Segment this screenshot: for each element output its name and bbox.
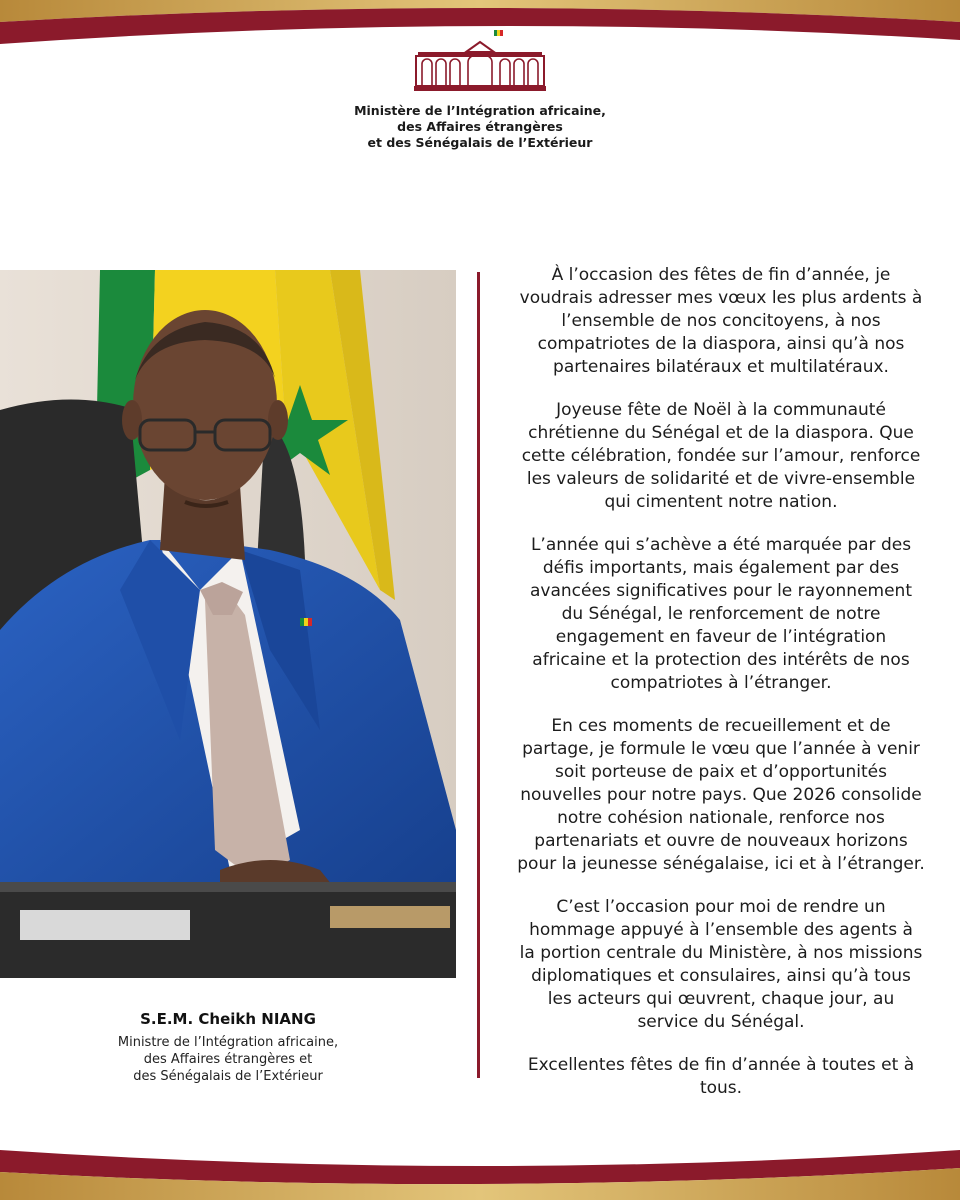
minister-title-line-3: des Sénégalais de l’Extérieur	[133, 1069, 323, 1084]
message-line: L’année qui s’achève a été marquée par des	[530, 535, 912, 555]
message-line: À l’occasion des fêtes de fin d’année, je	[551, 265, 891, 285]
ministry-building-logo-icon	[412, 30, 548, 94]
message-line: partenaires bilatéraux et multilatéraux.	[553, 357, 889, 377]
message-line: service du Sénégal.	[637, 1012, 805, 1032]
message-line: notre cohésion nationale, renforce nos	[557, 808, 885, 828]
message-line: voudrais adresser mes vœux les plus ardents à	[519, 288, 923, 308]
message-line: nouvelles pour notre pays. Que 2026 consolide	[520, 785, 922, 805]
minister-portrait	[0, 270, 456, 978]
message-line: Joyeuse fête de Noël à la communauté	[556, 400, 886, 420]
message-paragraph	[497, 264, 945, 379]
ministry-line-2: des Affaires étrangères	[397, 119, 563, 134]
message-line: compatriotes à l’étranger.	[610, 673, 832, 693]
message-line: africaine et la protection des intérêts de nos	[532, 650, 910, 670]
message-line: du Sénégal, le renforcement de notre	[561, 604, 881, 624]
ministry-name	[300, 103, 660, 151]
message-line: En ces moments de recueillement et de	[551, 716, 891, 736]
minister-caption	[60, 1010, 396, 1085]
message-line: les acteurs qui œuvrent, chaque jour, au	[547, 989, 895, 1009]
message-line: hommage appuyé à l’ensemble des agents à	[529, 920, 913, 940]
message-line: chrétienne du Sénégal et de la diaspora. Que	[528, 423, 914, 443]
message-line: l’ensemble de nos concitoyens, à nos	[561, 311, 881, 331]
vertical-divider	[477, 272, 480, 1078]
message-line: partage, je formule le vœu que l’année à venir	[522, 739, 920, 759]
message-line: compatriotes de la diaspora, ainsi qu’à nos	[537, 334, 905, 354]
message-paragraph	[497, 715, 945, 876]
message-line: la portion centrale du Ministère, à nos missions	[519, 943, 923, 963]
message-line: pour la jeunesse sénégalaise, ici et à l’étranger.	[517, 854, 925, 874]
ministry-line-1: Ministère de l’Intégration africaine,	[354, 103, 606, 118]
minister-portrait-icon	[0, 270, 456, 978]
message-line: les valeurs de solidarité et de vivre-ensemble	[526, 469, 916, 489]
message-body	[497, 264, 945, 1120]
bottom-decorative-band	[0, 1136, 960, 1200]
message-paragraph	[497, 896, 945, 1034]
message-line: qui cimentent notre nation.	[604, 492, 838, 512]
ministry-line-3: et des Sénégalais de l’Extérieur	[367, 135, 593, 150]
minister-name: S.E.M. Cheikh NIANG	[140, 1010, 316, 1028]
message-line: C’est l’occasion pour moi de rendre un	[556, 897, 886, 917]
message-line: tous.	[699, 1078, 743, 1098]
message-line: diplomatiques et consulaires, ainsi qu’à tous	[531, 966, 911, 986]
minister-title-line-2: des Affaires étrangères et	[143, 1052, 313, 1067]
message-line: avancées significatives pour le rayonnement	[530, 581, 912, 601]
message-paragraph	[497, 534, 945, 695]
message-line: partenariats et ouvre de nouveaux horizons	[534, 831, 908, 851]
minister-title-line-1: Ministre de l’Intégration africaine,	[117, 1035, 339, 1050]
message-paragraph	[497, 399, 945, 514]
message-line: Excellentes fêtes de fin d’année à toutes et à	[527, 1055, 915, 1075]
message-line: cette célébration, fondée sur l’amour, renforce	[521, 446, 921, 466]
message-line: soit porteuse de paix et d’opportunités	[555, 762, 887, 782]
message-line: défis importants, mais également par des	[542, 558, 900, 578]
message-paragraph	[497, 1054, 945, 1100]
message-line: engagement en faveur de l’intégration	[555, 627, 887, 647]
